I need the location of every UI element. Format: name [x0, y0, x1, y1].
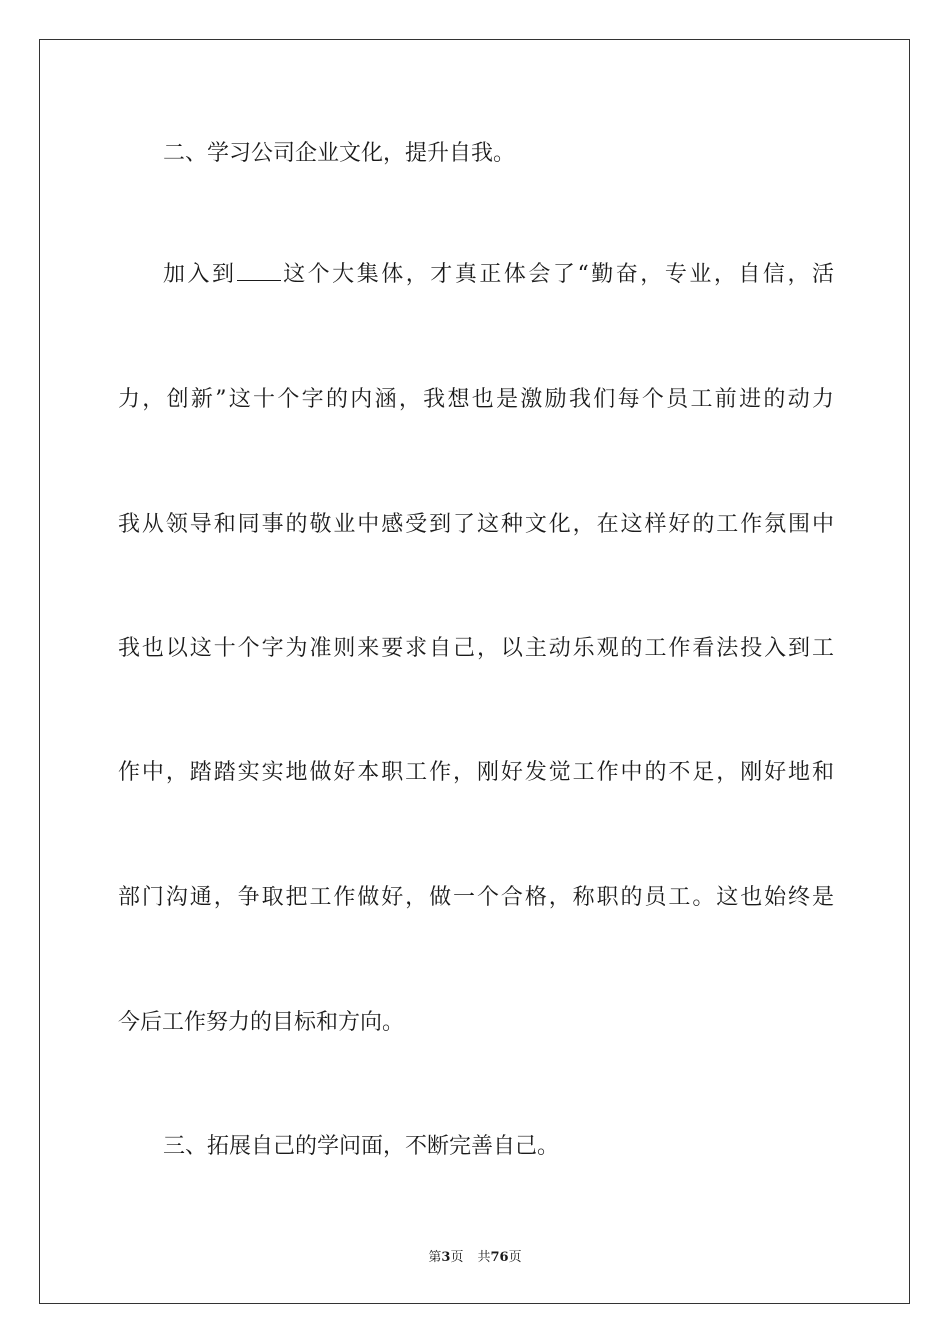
page-footer: [0, 1246, 950, 1265]
footer-page-suffix: 页: [450, 1250, 464, 1265]
heading-section-2: 二、学习公司企业文化，提升自我。: [163, 141, 516, 166]
paragraph-line-4: 我也以这十个字为准则来要求自己，以主动乐观的工作看法投入到工: [118, 636, 834, 661]
paragraph-line-3: 我从领导和同事的敬业中感受到了这种文化，在这样好的工作氛围中: [118, 512, 834, 537]
footer-total-pages: 76: [490, 1250, 509, 1265]
blank-underline: [237, 260, 281, 281]
footer-prefix: 第: [428, 1250, 442, 1265]
footer-total-suffix: 页: [508, 1250, 522, 1265]
heading-section-3: 三、拓展自己的学问面，不断完善自己。: [163, 1134, 560, 1159]
page-frame: [39, 39, 910, 1304]
footer-current-page: 3: [441, 1250, 451, 1265]
paragraph-line-6: 部门沟通，争取把工作做好，做一个合格，称职的员工。这也始终是: [118, 885, 834, 910]
paragraph-line-1: [163, 260, 834, 290]
paragraph-line-2: 力，创新”这十个字的内涵，我想也是激励我们每个员工前进的动力: [118, 387, 834, 412]
line-text-before-blank: 加入到: [163, 262, 237, 287]
footer-total-prefix: 共: [477, 1250, 491, 1265]
line-text-after-blank: 这个大集体，才真正体会了“勤奋，专业，自信，活: [280, 262, 834, 287]
paragraph-line-5: 作中，踏踏实实地做好本职工作，刚好发觉工作中的不足，刚好地和: [118, 760, 834, 785]
paragraph-line-7: 今后工作努力的目标和方向。: [118, 1010, 405, 1035]
